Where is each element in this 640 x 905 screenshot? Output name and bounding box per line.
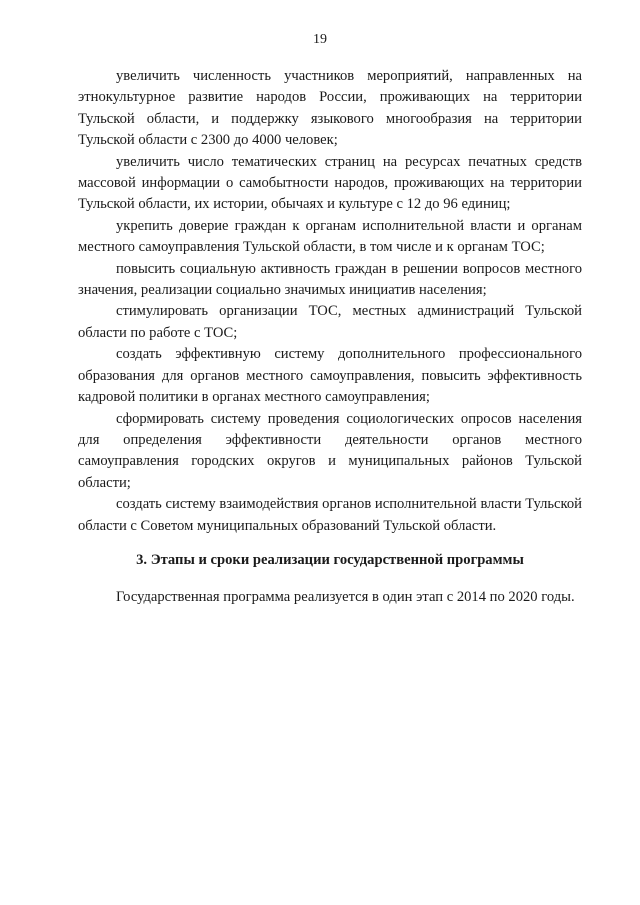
goal-paragraph: повысить социальную активность граждан в решении вопросов местного значения, реализации социально значимых инициатив населения; (78, 260, 582, 299)
goal-paragraph: увеличить численность участников мероприятий, направленных на этнокультурное развитие народов России, проживающих на территории Тульской области, и поддержку языкового многообразия на территории Тульской области с 2300 до 4000 человек; (78, 68, 582, 149)
goal-paragraph: стимулировать организации ТОС, местных администраций Тульской области по работе с ТОС; (78, 303, 582, 341)
goal-paragraph: создать эффективную систему дополнительного профессионального образования для органов местного самоуправления, повысить эффективность кадровой политики в органах местного самоуправления; (78, 346, 582, 406)
final-paragraph: Государственная программа реализуется в один этап с 2014 по 2020 годы. (116, 589, 575, 605)
section-heading: 3. Этапы и сроки реализации государственной программы (136, 552, 524, 568)
goal-paragraph: укрепить доверие граждан к органам исполнительной власти и органам местного самоуправления Тульской области, в том числе и к органам ТОС; (78, 217, 582, 256)
goals-list (78, 66, 582, 537)
goal-paragraph: увеличить число тематических страниц на ресурсах печатных средств массовой информации о самобытности народов, проживающих на территории Тульской области, их истории, обычаях и культуре с 12 до 96 единиц; (78, 153, 582, 213)
page-number: 19 (313, 32, 327, 47)
goal-paragraph: создать систему взаимодействия органов исполнительной власти Тульской области с Советом муниципальных образований Тульской области. (78, 496, 582, 534)
goal-paragraph: сформировать систему проведения социологических опросов населения для определения эффективности деятельности органов местного самоуправления городских округов и муниципальных районов Тульской области; (78, 410, 582, 491)
